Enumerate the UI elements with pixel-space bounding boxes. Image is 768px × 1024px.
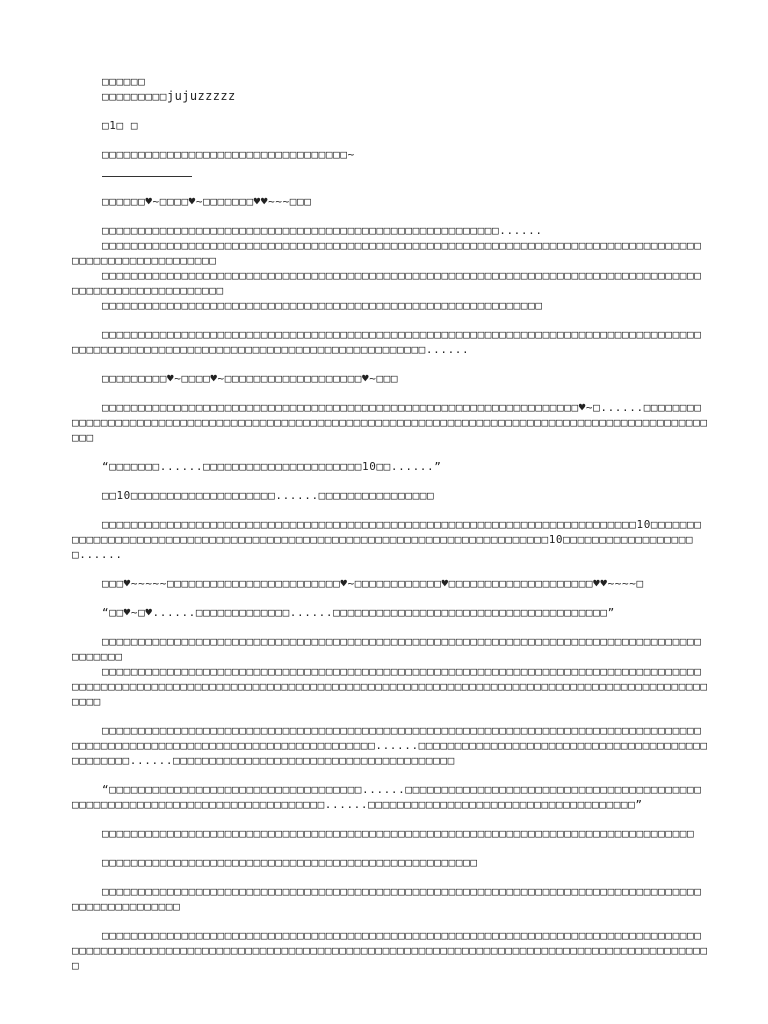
paragraph: □□□□□□□□□□□□□□□□□□□□□□□□□□□□□□□□□□□□□□□□□□□□□□□□□□□□□□□□□□□□□□□□□□□□□□□□□□□□□□□□□□□□□□□□□□ xyxy=(72,635,702,663)
paragraph: □□□♥~~~~~□□□□□□□□□□□□□□□□□□□□□□□□♥~□□□□□□□□□□□□♥□□□□□□□□□□□□□□□□□□□□♥♥~~~~□ xyxy=(102,577,644,590)
paragraph: □□10□□□□□□□□□□□□□□□□□□□□......□□□□□□□□□□□□□□□□ xyxy=(102,489,435,502)
paragraph: □□□□□□□□□□□□□□□□□□□□□□□□□□□□□□□□□□□□□□□□□□□□□□□□□□□□ xyxy=(102,856,478,869)
paragraph: □□□□□□□□□□□□□□□□□□□□□□□□□□□□□□□□□□□□□□□□□□□□□□□□□□□□□□□□□□□□□□□□□□□□□□□□□□□□□□□□□□□□□□□□□□□□□□□□□□□□□□□□□□□□□□□□□□□□□□□□□□□□□□□□□□□□...... xyxy=(72,328,702,356)
author-name: jujuzzzzz xyxy=(167,89,236,103)
paragraph: “□□□□□□□□□□□□□□□□□□□□□□□□□□□□□□□□□□□......□□□□□□□□□□□□□□□□□□□□□□□□□□□□□□□□□□□□□□□□□□□□□□□□□□□□□□□□□□□□□□□□□□□□□□□□□□□□......□□□□□□□□□□□□□□□□□□□□□□□□□□□□□□□□□□□□□” xyxy=(72,783,702,811)
paragraph: “□□□□□□□......□□□□□□□□□□□□□□□□□□□□□□10□□......” xyxy=(102,460,442,473)
author-prefix: □□□□□□□□□ xyxy=(102,90,168,103)
paragraph: □□□□□□□□□□□□□□□□□□□□□□□□□□□□□□□□□□□□□□□□□□□□□□□□□□□□□□□□□□□□□□□□□□□□□□□□□□10□□□□□□□□□□□□□□□□□□□□□□□□□□□□□□□□□□□□□□□□□□□□□□□□□□□□□□□□□□□□□□□□□□□□□□□□□10□□□□□□□□□□□□□□□□□□□...... xyxy=(72,518,702,561)
paragraph: □□□□□□□□□□□□□□□□□□□□□□□□□□□□□□□□□□□□□□□□□□□□□□□□□□□□□□□□□□□□□□□□□□♥~□......□□□□□□□□□□□□□□□□□□□□□□□□□□□□□□□□□□□□□□□□□□□□□□□□□□□□□□□□□□□□□□□□□□□□□□□□□□□□□□□□□□□□□□□□□□□□□□□□□□□ xyxy=(72,401,708,444)
paragraph: □□□□□□□□□□□□□□□□□□□□□□□□□□□□□□□□□□□□□□□□□□□□□□□□□□□□□□□□□□□□□□□□□□□□□□□□□□□□□□□□□□□□□□□□□□□□□□□□□□□□□□□□□□□□□□□□□□□□□□□□□□□□□□□□□□□□□□□□□□□□□□□□□□□□□□□□□□□□□□□□□□□□□□□□□□□□ xyxy=(72,929,708,972)
paragraph: □□□□□□□□□□□□□□□□□□□□□□□□□□□□□□□□□□□□□□□□□□□□□□□□□□□□□□□□□□□□□□□□□□□□□□□□□□□□□□□□□□□□□□□□□□□□□□□□□□□□□□□ xyxy=(72,239,702,267)
paragraph: □□□□□□□□□□□□□□□□□□□□□□□□□□□□□□□□□□□□□□□□□□□□□□□□□□□□□□□□□□□□□□□□□□□□□□□□□□□□□□□□□□□□□□□□□□□□□□□□□□ xyxy=(72,885,702,913)
document-header xyxy=(72,74,708,104)
paragraph: □□□□□□□□□□□□□□□□□□□□□□□□□□□□□□□□□□□□□□□□□□□□□□□□□□□□□□□□□□□□□□□□□□□□□□□□□□□□□□□□□□□□□□□□□□□□□□□□□□□□□□□□□□□□□□□□□□□□□□□□□□□□□□□□□□□□□□□□□□□□□□□□□□□□□□□□□□□□□□□□□□□□□□□□□□□□□□□ xyxy=(72,665,708,708)
paragraph: □□□□□□♥~□□□□♥~□□□□□□□♥♥~~~□□□ xyxy=(102,195,312,208)
paragraph: “□□♥~□♥......□□□□□□□□□□□□□......□□□□□□□□□□□□□□□□□□□□□□□□□□□□□□□□□□□□□□” xyxy=(102,606,615,619)
paragraph: □□□□□□□□□♥~□□□□♥~□□□□□□□□□□□□□□□□□□□♥~□□□ xyxy=(102,372,399,385)
divider xyxy=(102,176,192,177)
chapter-label: □1□ □ xyxy=(102,119,139,132)
body-text xyxy=(72,194,708,973)
site-line: □□□□□□ xyxy=(102,75,146,88)
paragraph: □□□□□□□□□□□□□□□□□□□□□□□□□□□□□□□□□□□□□□□□□□□□□□□□□□□□□□□...... xyxy=(102,224,543,237)
chapter-summary: □□□□□□□□□□□□□□□□□□□□□□□□□□□□□□□□□□~ xyxy=(102,148,355,161)
paragraph: □□□□□□□□□□□□□□□□□□□□□□□□□□□□□□□□□□□□□□□□□□□□□□□□□□□□□□□□□□□□□□□□□□□□□□□□□□□□□□□□□□□□□□□□□□□□□□□□□□□□□□□□□□□□□□□□□□□□□□□□□□□□□......□□□□□□□□□□□□□□□□□□□□□□□□□□□□□□□□□□□□□□□□□□□□□□□□......□□□□□□□□□□□□□□□□□□□□□□□□□□□□□□□□□□□□□□□ xyxy=(72,724,708,767)
paragraph: □□□□□□□□□□□□□□□□□□□□□□□□□□□□□□□□□□□□□□□□□□□□□□□□□□□□□□□□□□□□□□□□□□□□□□□□□□□□□□□□□□□□□□□□□□□□□□□□□□□□□□□□ xyxy=(72,269,702,297)
paragraph: □□□□□□□□□□□□□□□□□□□□□□□□□□□□□□□□□□□□□□□□□□□□□□□□□□□□□□□□□□□□□ xyxy=(102,299,543,312)
document-page xyxy=(72,74,708,987)
author-line xyxy=(72,89,708,104)
paragraph: □□□□□□□□□□□□□□□□□□□□□□□□□□□□□□□□□□□□□□□□□□□□□□□□□□□□□□□□□□□□□□□□□□□□□□□□□□□□□□□□□□ xyxy=(102,827,695,840)
